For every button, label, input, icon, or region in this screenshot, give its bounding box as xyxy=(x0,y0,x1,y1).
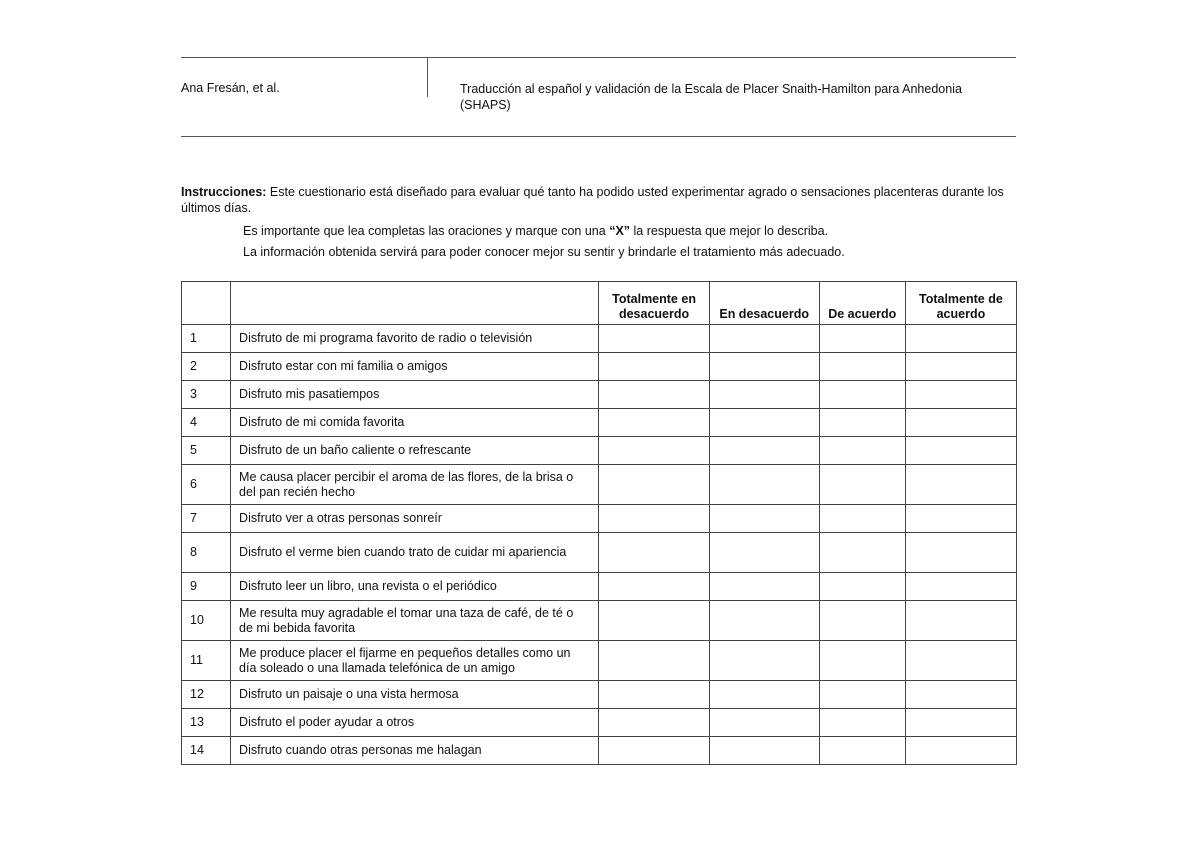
table-row xyxy=(182,709,1017,737)
answer-agree-cell[interactable] xyxy=(819,641,905,681)
answer-strongly-agree-cell[interactable] xyxy=(905,409,1016,437)
answer-disagree-cell[interactable] xyxy=(709,409,819,437)
answer-disagree-cell[interactable] xyxy=(709,573,819,601)
item-statement: Disfruto el verme bien cuando trato de cuidar mi apariencia xyxy=(231,533,599,573)
item-number: 14 xyxy=(182,737,231,765)
answer-strongly-disagree-cell[interactable] xyxy=(599,353,709,381)
answer-disagree-cell[interactable] xyxy=(709,641,819,681)
item-number: 5 xyxy=(182,437,231,465)
answer-agree-cell[interactable] xyxy=(819,325,905,353)
answer-strongly-agree-cell[interactable] xyxy=(905,681,1016,709)
instructions-line-1-post: la respuesta que mejor lo describa. xyxy=(630,224,829,238)
answer-strongly-agree-cell[interactable] xyxy=(905,437,1016,465)
answer-disagree-cell[interactable] xyxy=(709,533,819,573)
answer-strongly-disagree-cell[interactable] xyxy=(599,437,709,465)
answer-strongly-disagree-cell[interactable] xyxy=(599,681,709,709)
answer-strongly-disagree-cell[interactable] xyxy=(599,505,709,533)
answer-agree-cell[interactable] xyxy=(819,437,905,465)
col-number-header xyxy=(182,282,231,325)
table-row xyxy=(182,737,1017,765)
header-divider xyxy=(427,57,428,97)
item-number: 7 xyxy=(182,505,231,533)
item-number: 10 xyxy=(182,601,231,641)
answer-strongly-agree-cell[interactable] xyxy=(905,601,1016,641)
item-statement: Disfruto ver a otras personas sonreír xyxy=(231,505,599,533)
answer-disagree-cell[interactable] xyxy=(709,505,819,533)
answer-agree-cell[interactable] xyxy=(819,533,905,573)
table-row xyxy=(182,465,1017,505)
answer-strongly-disagree-cell[interactable] xyxy=(599,533,709,573)
item-number: 9 xyxy=(182,573,231,601)
answer-agree-cell[interactable] xyxy=(819,409,905,437)
col-agree-header: De acuerdo xyxy=(819,282,905,325)
answer-disagree-cell[interactable] xyxy=(709,709,819,737)
answer-strongly-agree-cell[interactable] xyxy=(905,737,1016,765)
answer-strongly-agree-cell[interactable] xyxy=(905,353,1016,381)
header-top-rule xyxy=(181,57,1016,58)
item-number: 3 xyxy=(182,381,231,409)
table-row xyxy=(182,681,1017,709)
table-row xyxy=(182,409,1017,437)
col-disagree-header: En desacuerdo xyxy=(709,282,819,325)
answer-agree-cell[interactable] xyxy=(819,709,905,737)
answer-disagree-cell[interactable] xyxy=(709,681,819,709)
answer-strongly-disagree-cell[interactable] xyxy=(599,381,709,409)
table-row xyxy=(182,381,1017,409)
item-number: 6 xyxy=(182,465,231,505)
answer-disagree-cell[interactable] xyxy=(709,465,819,505)
answer-disagree-cell[interactable] xyxy=(709,381,819,409)
table-row xyxy=(182,533,1017,573)
answer-agree-cell[interactable] xyxy=(819,465,905,505)
instructions-mark: “X” xyxy=(609,224,631,238)
answer-strongly-disagree-cell[interactable] xyxy=(599,601,709,641)
item-statement: Disfruto el poder ayudar a otros xyxy=(231,709,599,737)
answer-agree-cell[interactable] xyxy=(819,381,905,409)
table-row xyxy=(182,641,1017,681)
item-statement: Disfruto estar con mi familia o amigos xyxy=(231,353,599,381)
instructions-label: Instrucciones: xyxy=(181,185,267,199)
answer-strongly-agree-cell[interactable] xyxy=(905,465,1016,505)
table-body xyxy=(182,325,1017,765)
answer-strongly-disagree-cell[interactable] xyxy=(599,641,709,681)
table-row xyxy=(182,505,1017,533)
answer-strongly-agree-cell[interactable] xyxy=(905,325,1016,353)
item-statement: Disfruto de mi programa favorito de radio o televisión xyxy=(231,325,599,353)
answer-agree-cell[interactable] xyxy=(819,601,905,641)
instructions-paragraph xyxy=(181,184,1021,216)
answer-strongly-agree-cell[interactable] xyxy=(905,505,1016,533)
item-statement: Disfruto un paisaje o una vista hermosa xyxy=(231,681,599,709)
item-number: 12 xyxy=(182,681,231,709)
answer-strongly-agree-cell[interactable] xyxy=(905,533,1016,573)
answer-disagree-cell[interactable] xyxy=(709,325,819,353)
col-strongly-agree-header: Totalmente de acuerdo xyxy=(905,282,1016,325)
instructions-line-1-pre: Es importante que lea completas las oraciones y marque con una xyxy=(243,224,610,238)
table-row xyxy=(182,601,1017,641)
answer-agree-cell[interactable] xyxy=(819,353,905,381)
answer-strongly-disagree-cell[interactable] xyxy=(599,709,709,737)
instructions-line-2: La información obtenida servirá para poder conocer mejor su sentir y brindarle el tratamiento más adecuado. xyxy=(243,245,845,259)
item-number: 13 xyxy=(182,709,231,737)
table-row xyxy=(182,325,1017,353)
col-strongly-disagree-header: Totalmente en desacuerdo xyxy=(599,282,709,325)
answer-strongly-agree-cell[interactable] xyxy=(905,573,1016,601)
item-number: 4 xyxy=(182,409,231,437)
col-item-header xyxy=(231,282,599,325)
answer-strongly-agree-cell[interactable] xyxy=(905,709,1016,737)
answer-strongly-disagree-cell[interactable] xyxy=(599,325,709,353)
table-row xyxy=(182,353,1017,381)
answer-disagree-cell[interactable] xyxy=(709,437,819,465)
answer-disagree-cell[interactable] xyxy=(709,737,819,765)
item-statement: Disfruto de un baño caliente o refrescante xyxy=(231,437,599,465)
item-statement: Me causa placer percibir el aroma de las flores, de la brisa o del pan recién hecho xyxy=(231,465,599,505)
item-number: 1 xyxy=(182,325,231,353)
item-statement: Disfruto de mi comida favorita xyxy=(231,409,599,437)
running-authors: Ana Fresán, et al. xyxy=(181,81,280,95)
answer-strongly-disagree-cell[interactable] xyxy=(599,573,709,601)
answer-strongly-disagree-cell[interactable] xyxy=(599,465,709,505)
item-statement: Disfruto cuando otras personas me halagan xyxy=(231,737,599,765)
table-row xyxy=(182,437,1017,465)
item-statement: Me resulta muy agradable el tomar una taza de café, de té o de mi bebida favorita xyxy=(231,601,599,641)
answer-strongly-agree-cell[interactable] xyxy=(905,641,1016,681)
instructions-text: Este cuestionario está diseñado para evaluar qué tanto ha podido usted experimentar agrado o sensaciones placenteras durante los últimos días. xyxy=(181,185,1004,215)
answer-agree-cell[interactable] xyxy=(819,737,905,765)
answer-agree-cell[interactable] xyxy=(819,573,905,601)
answer-agree-cell[interactable] xyxy=(819,681,905,709)
item-number: 11 xyxy=(182,641,231,681)
answer-strongly-agree-cell[interactable] xyxy=(905,381,1016,409)
answer-strongly-disagree-cell[interactable] xyxy=(599,409,709,437)
item-number: 8 xyxy=(182,533,231,573)
item-statement: Me produce placer el fijarme en pequeños detalles como un día soleado o una llamada telefónica de un amigo xyxy=(231,641,599,681)
item-number: 2 xyxy=(182,353,231,381)
instructions-line-1 xyxy=(243,223,828,239)
answer-disagree-cell[interactable] xyxy=(709,601,819,641)
shaps-scale-table xyxy=(181,281,1017,765)
answer-disagree-cell[interactable] xyxy=(709,353,819,381)
item-statement: Disfruto leer un libro, una revista o el periódico xyxy=(231,573,599,601)
header-bottom-rule xyxy=(181,136,1016,137)
running-title: Traducción al español y validación de la Escala de Placer Snaith-Hamilton para Anhedonia (SHAPS) xyxy=(460,82,962,112)
table-row xyxy=(182,573,1017,601)
item-statement: Disfruto mis pasatiempos xyxy=(231,381,599,409)
answer-strongly-disagree-cell[interactable] xyxy=(599,737,709,765)
answer-agree-cell[interactable] xyxy=(819,505,905,533)
